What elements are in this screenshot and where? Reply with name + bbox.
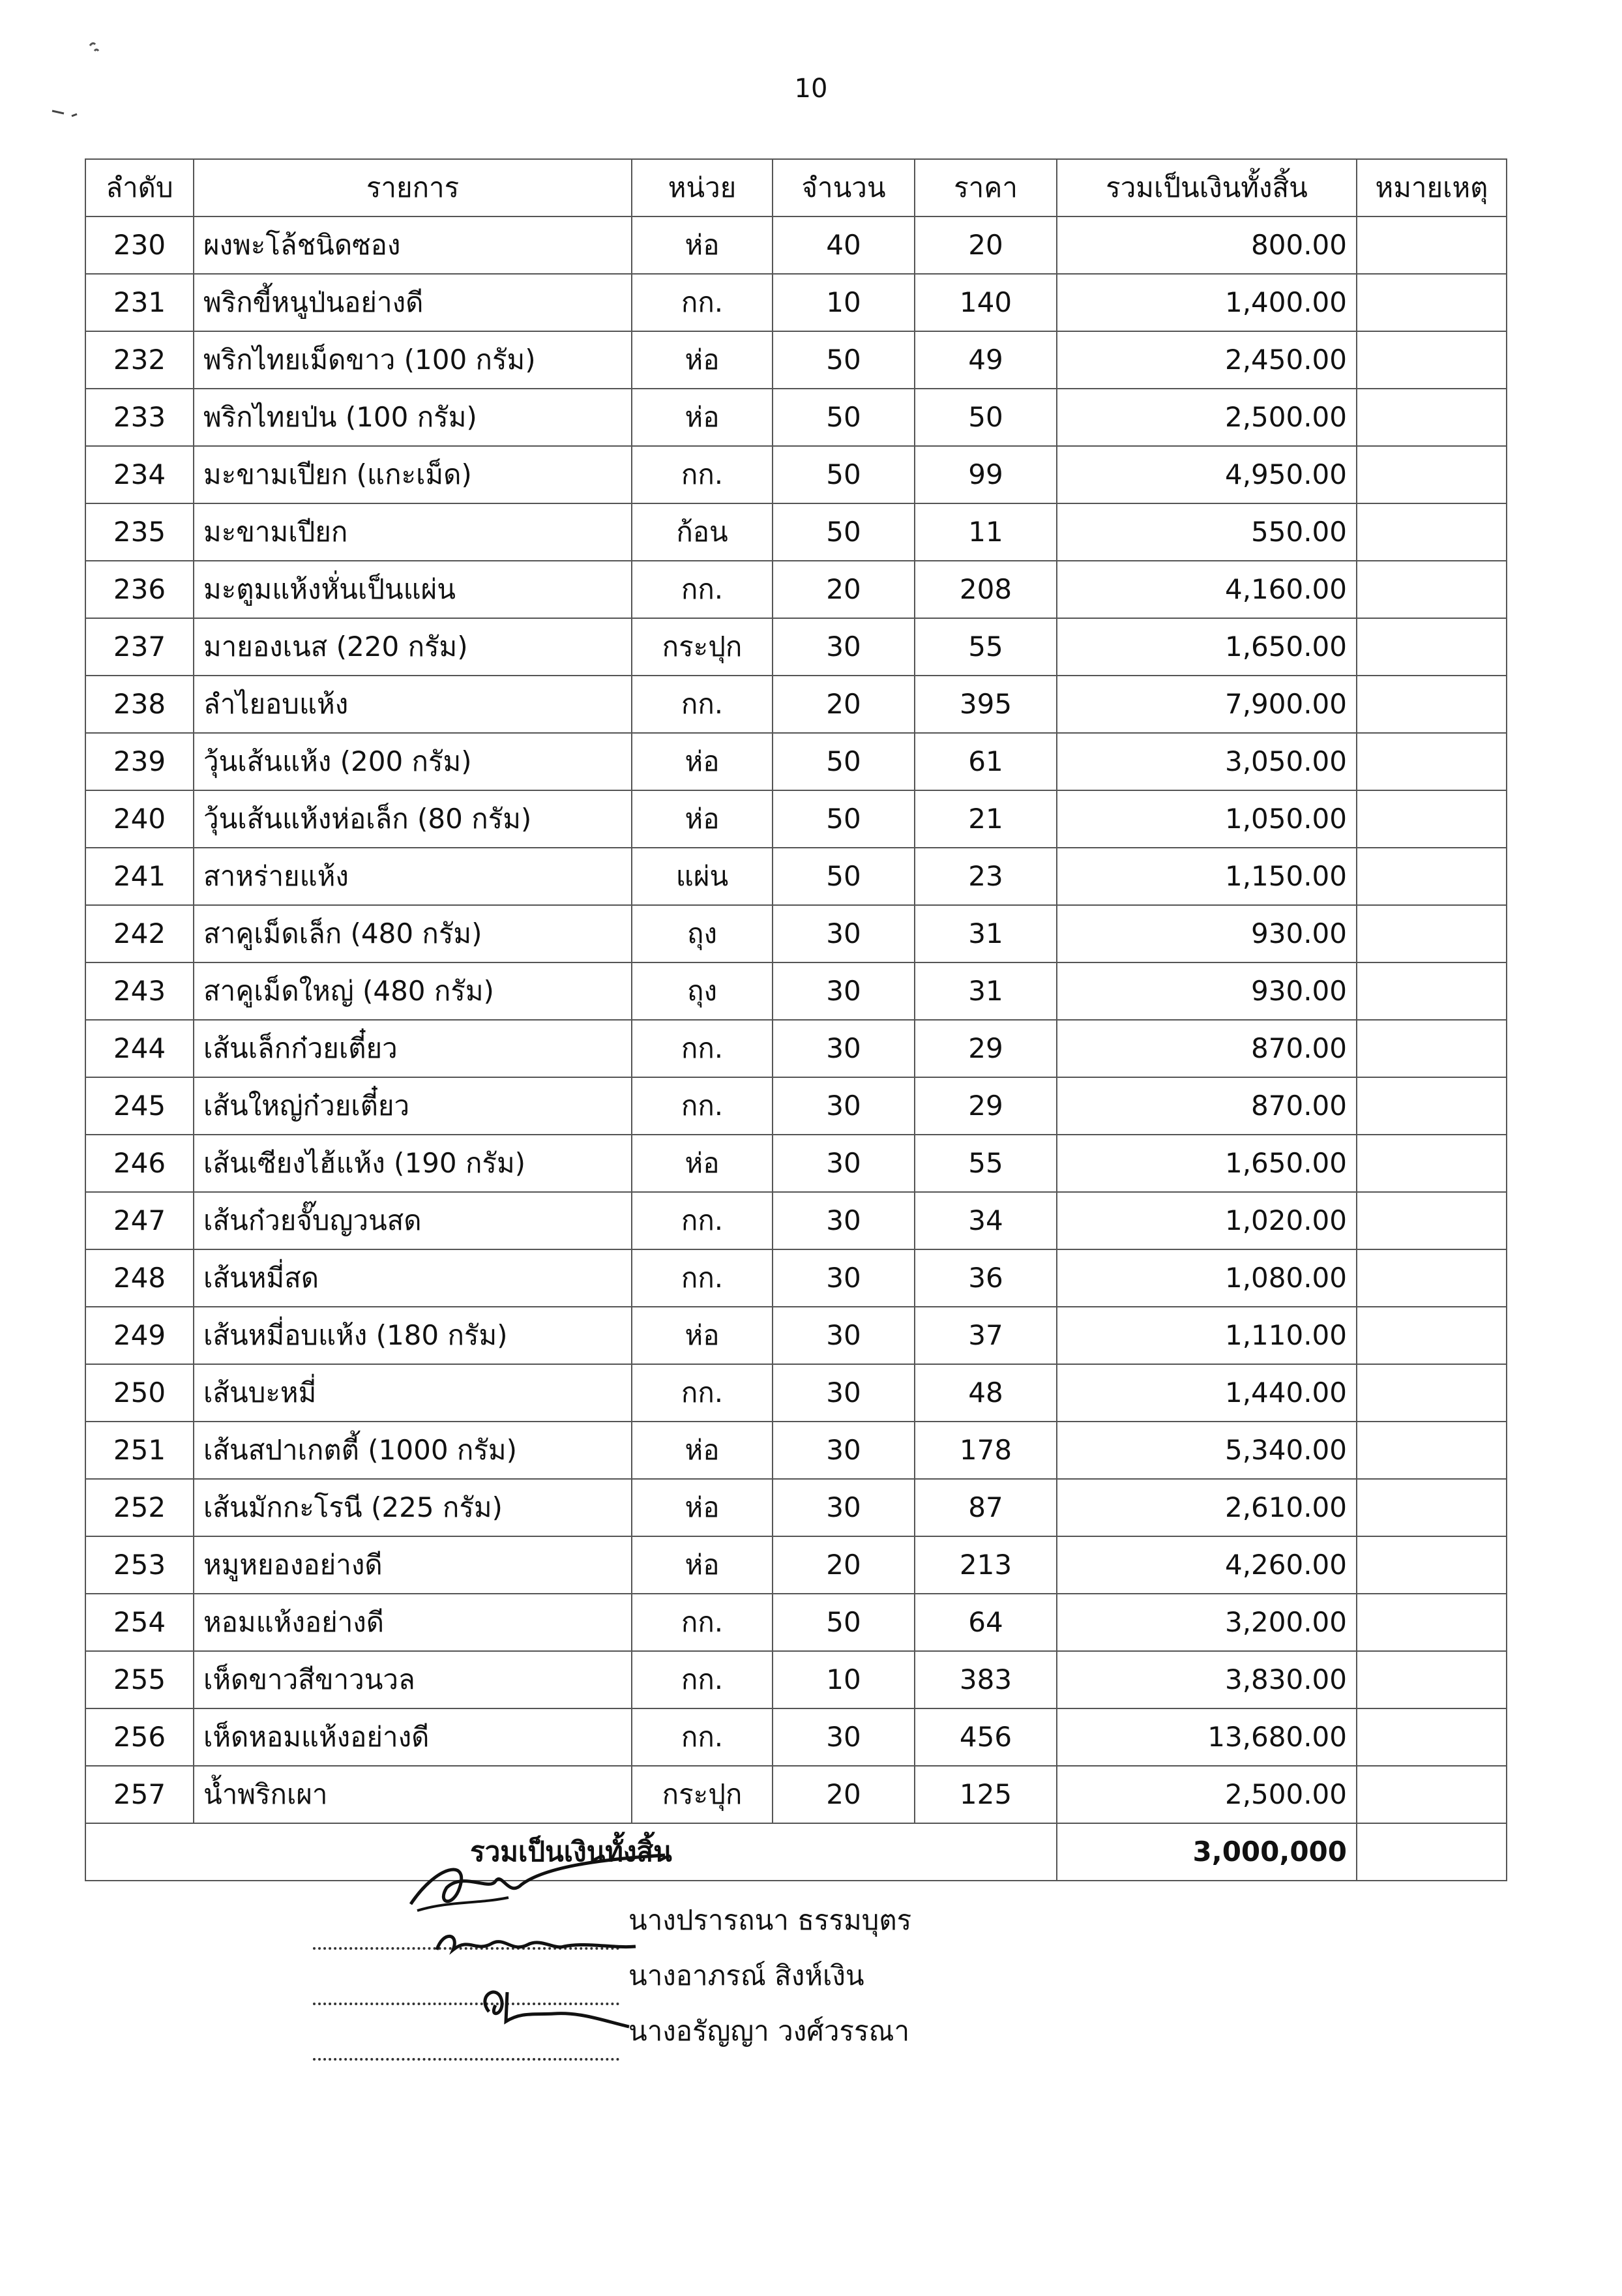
cell-total: 3,200.00 <box>1057 1594 1357 1651</box>
cell-price: 49 <box>915 331 1057 389</box>
cell-remark <box>1357 676 1507 733</box>
cell-price: 55 <box>915 1135 1057 1192</box>
header-remark: หมายเหตุ <box>1357 159 1507 216</box>
cell-no: 234 <box>85 446 194 503</box>
cell-price: 31 <box>915 905 1057 962</box>
cell-unit: กก. <box>632 1708 773 1766</box>
cell-no: 247 <box>85 1192 194 1249</box>
cell-item-name: ผงพะโล้ชนิดซอง <box>194 216 632 274</box>
cell-quantity: 40 <box>773 216 915 274</box>
cell-no: 250 <box>85 1364 194 1422</box>
cell-total: 2,500.00 <box>1057 1766 1357 1823</box>
signatory-name-2: นางอาภรณ์ สิงห์เงิน <box>628 1960 864 1991</box>
cell-remark <box>1357 389 1507 446</box>
cell-item-name: เส้นหมี่สด <box>194 1249 632 1307</box>
cell-unit: กก. <box>632 1651 773 1708</box>
cell-price: 29 <box>915 1020 1057 1077</box>
cell-remark <box>1357 790 1507 848</box>
table-header-row <box>85 159 1507 216</box>
cell-unit: ห่อ <box>632 1536 773 1594</box>
cell-no: 245 <box>85 1077 194 1135</box>
cell-unit: กก. <box>632 1020 773 1077</box>
cell-price: 208 <box>915 561 1057 618</box>
cell-no: 241 <box>85 848 194 905</box>
cell-unit: ห่อ <box>632 1479 773 1536</box>
cell-remark <box>1357 1479 1507 1536</box>
cell-item-name: หอมแห้งอย่างดี <box>194 1594 632 1651</box>
cell-price: 37 <box>915 1307 1057 1364</box>
cell-price: 395 <box>915 676 1057 733</box>
cell-quantity: 20 <box>773 1536 915 1594</box>
cell-remark <box>1357 1249 1507 1307</box>
cell-price: 213 <box>915 1536 1057 1594</box>
cell-remark <box>1357 1766 1507 1823</box>
cell-item-name: เห็ดขาวสีขาวนวล <box>194 1651 632 1708</box>
table-row <box>85 389 1507 446</box>
cell-unit: ห่อ <box>632 1135 773 1192</box>
signatory-name-3: นางอรัญญา วงศ์วรรณา <box>628 2015 910 2047</box>
cell-no: 235 <box>85 503 194 561</box>
cell-item-name: เส้นเล็กก๋วยเตี๋ยว <box>194 1020 632 1077</box>
cell-total: 1,650.00 <box>1057 1135 1357 1192</box>
cell-price: 456 <box>915 1708 1057 1766</box>
cell-unit: ถุง <box>632 962 773 1020</box>
table-row <box>85 1020 1507 1077</box>
cell-total: 13,680.00 <box>1057 1708 1357 1766</box>
cell-remark <box>1357 503 1507 561</box>
cell-quantity: 20 <box>773 561 915 618</box>
cell-total: 1,080.00 <box>1057 1249 1357 1307</box>
cell-total: 3,050.00 <box>1057 733 1357 790</box>
cell-total: 870.00 <box>1057 1020 1357 1077</box>
cell-remark <box>1357 331 1507 389</box>
table-row <box>85 1536 1507 1594</box>
cell-quantity: 30 <box>773 618 915 676</box>
grand-total-label: รวมเป็นเงินทั้งสิ้น <box>85 1823 1057 1881</box>
cell-unit: ห่อ <box>632 389 773 446</box>
cell-no: 256 <box>85 1708 194 1766</box>
cell-price: 140 <box>915 274 1057 331</box>
table-row <box>85 274 1507 331</box>
table-row <box>85 1766 1507 1823</box>
table-row <box>85 790 1507 848</box>
cell-remark <box>1357 733 1507 790</box>
cell-price: 20 <box>915 216 1057 274</box>
cell-remark <box>1357 1364 1507 1422</box>
cell-price: 61 <box>915 733 1057 790</box>
cell-no: 253 <box>85 1536 194 1594</box>
cell-no: 233 <box>85 389 194 446</box>
table-row <box>85 1135 1507 1192</box>
cell-total: 3,830.00 <box>1057 1651 1357 1708</box>
table-row <box>85 1422 1507 1479</box>
table-row <box>85 503 1507 561</box>
cell-price: 50 <box>915 389 1057 446</box>
cell-quantity: 30 <box>773 905 915 962</box>
header-price: ราคา <box>915 159 1057 216</box>
cell-remark <box>1357 1594 1507 1651</box>
cell-total: 1,650.00 <box>1057 618 1357 676</box>
scan-mark-icon <box>46 39 124 130</box>
table-row <box>85 1307 1507 1364</box>
cell-remark <box>1357 1077 1507 1135</box>
grand-total-remark <box>1357 1823 1507 1881</box>
cell-unit: กก. <box>632 561 773 618</box>
items-table <box>85 158 1507 1881</box>
cell-quantity: 20 <box>773 676 915 733</box>
header-no: ลำดับ <box>85 159 194 216</box>
cell-no: 254 <box>85 1594 194 1651</box>
table-row <box>85 1651 1507 1708</box>
cell-unit: กก. <box>632 1192 773 1249</box>
cell-no: 243 <box>85 962 194 1020</box>
cell-unit: ห่อ <box>632 331 773 389</box>
cell-price: 36 <box>915 1249 1057 1307</box>
cell-total: 1,440.00 <box>1057 1364 1357 1422</box>
cell-unit: กก. <box>632 446 773 503</box>
cell-price: 48 <box>915 1364 1057 1422</box>
cell-total: 550.00 <box>1057 503 1357 561</box>
cell-quantity: 50 <box>773 848 915 905</box>
table-row <box>85 905 1507 962</box>
cell-remark <box>1357 962 1507 1020</box>
cell-unit: แผ่น <box>632 848 773 905</box>
cell-quantity: 50 <box>773 446 915 503</box>
cell-remark <box>1357 1192 1507 1249</box>
cell-item-name: สาคูเม็ดเล็ก (480 กรัม) <box>194 905 632 962</box>
cell-quantity: 30 <box>773 1422 915 1479</box>
cell-remark <box>1357 561 1507 618</box>
cell-unit: ห่อ <box>632 216 773 274</box>
cell-no: 255 <box>85 1651 194 1708</box>
cell-total: 800.00 <box>1057 216 1357 274</box>
table-row <box>85 1479 1507 1536</box>
cell-unit: กระปุก <box>632 1766 773 1823</box>
cell-unit: กก. <box>632 1077 773 1135</box>
cell-total: 7,900.00 <box>1057 676 1357 733</box>
cell-item-name: พริกไทยป่น (100 กรัม) <box>194 389 632 446</box>
header-quantity: จำนวน <box>773 159 915 216</box>
signature-block <box>313 1852 1226 2100</box>
cell-unit: กก. <box>632 676 773 733</box>
table-row <box>85 446 1507 503</box>
table-row <box>85 216 1507 274</box>
signatory-3 <box>313 2002 909 2061</box>
cell-total: 870.00 <box>1057 1077 1357 1135</box>
cell-remark <box>1357 274 1507 331</box>
cell-total: 2,500.00 <box>1057 389 1357 446</box>
cell-quantity: 20 <box>773 1766 915 1823</box>
header-total: รวมเป็นเงินทั้งสิ้น <box>1057 159 1357 216</box>
cell-no: 232 <box>85 331 194 389</box>
table-row <box>85 618 1507 676</box>
cell-quantity: 30 <box>773 1708 915 1766</box>
cell-quantity: 30 <box>773 1364 915 1422</box>
cell-no: 246 <box>85 1135 194 1192</box>
cell-no: 242 <box>85 905 194 962</box>
table-row <box>85 1708 1507 1766</box>
table-row <box>85 848 1507 905</box>
cell-no: 248 <box>85 1249 194 1307</box>
cell-quantity: 50 <box>773 790 915 848</box>
cell-total: 2,610.00 <box>1057 1479 1357 1536</box>
cell-item-name: เส้นสปาเกตตี้ (1000 กรัม) <box>194 1422 632 1479</box>
cell-item-name: มะตูมแห้งหั่นเป็นแผ่น <box>194 561 632 618</box>
grand-total-value: 3,000,000 <box>1057 1823 1357 1881</box>
cell-price: 55 <box>915 618 1057 676</box>
cell-item-name: เส้นบะหมี่ <box>194 1364 632 1422</box>
cell-quantity: 30 <box>773 1020 915 1077</box>
cell-item-name: เส้นมักกะโรนี (225 กรัม) <box>194 1479 632 1536</box>
cell-unit: ห่อ <box>632 1422 773 1479</box>
cell-remark <box>1357 1708 1507 1766</box>
table-row <box>85 561 1507 618</box>
cell-item-name: สาหร่ายแห้ง <box>194 848 632 905</box>
cell-price: 23 <box>915 848 1057 905</box>
cell-total: 930.00 <box>1057 962 1357 1020</box>
cell-price: 21 <box>915 790 1057 848</box>
cell-item-name: สาคูเม็ดใหญ่ (480 กรัม) <box>194 962 632 1020</box>
cell-item-name: วุ้นเส้นแห้งห่อเล็ก (80 กรัม) <box>194 790 632 848</box>
cell-no: 239 <box>85 733 194 790</box>
cell-remark <box>1357 1422 1507 1479</box>
cell-no: 244 <box>85 1020 194 1077</box>
cell-price: 178 <box>915 1422 1057 1479</box>
cell-no: 238 <box>85 676 194 733</box>
cell-remark <box>1357 1536 1507 1594</box>
cell-price: 29 <box>915 1077 1057 1135</box>
cell-no: 257 <box>85 1766 194 1823</box>
cell-unit: กก. <box>632 1594 773 1651</box>
cell-quantity: 30 <box>773 1077 915 1135</box>
cell-item-name: เห็ดหอมแห้งอย่างดี <box>194 1708 632 1766</box>
cell-no: 230 <box>85 216 194 274</box>
cell-price: 125 <box>915 1766 1057 1823</box>
table-row <box>85 1364 1507 1422</box>
table-body <box>85 216 1507 1823</box>
cell-quantity: 30 <box>773 1479 915 1536</box>
cell-quantity: 10 <box>773 274 915 331</box>
table-row <box>85 1077 1507 1135</box>
cell-item-name: เส้นก๋วยจั๊บญวนสด <box>194 1192 632 1249</box>
table-row <box>85 331 1507 389</box>
cell-unit: กก. <box>632 1364 773 1422</box>
cell-unit: ก้อน <box>632 503 773 561</box>
table-row <box>85 1192 1507 1249</box>
cell-quantity: 30 <box>773 1192 915 1249</box>
cell-remark <box>1357 618 1507 676</box>
cell-total: 4,160.00 <box>1057 561 1357 618</box>
cell-item-name: มายองเนส (220 กรัม) <box>194 618 632 676</box>
cell-no: 237 <box>85 618 194 676</box>
cell-item-name: มะขามเปียก <box>194 503 632 561</box>
cell-item-name: เส้นหมี่อบแห้ง (180 กรัม) <box>194 1307 632 1364</box>
cell-unit: ถุง <box>632 905 773 962</box>
cell-quantity: 10 <box>773 1651 915 1708</box>
cell-item-name: ลำไยอบแห้ง <box>194 676 632 733</box>
cell-no: 249 <box>85 1307 194 1364</box>
signatory-name-1: นางปรารถนา ธรรมบุตร <box>628 1904 912 1936</box>
table-row <box>85 962 1507 1020</box>
cell-total: 4,950.00 <box>1057 446 1357 503</box>
cell-no: 251 <box>85 1422 194 1479</box>
cell-total: 1,150.00 <box>1057 848 1357 905</box>
cell-total: 930.00 <box>1057 905 1357 962</box>
cell-quantity: 30 <box>773 1249 915 1307</box>
cell-remark <box>1357 216 1507 274</box>
cell-price: 11 <box>915 503 1057 561</box>
cell-no: 240 <box>85 790 194 848</box>
cell-price: 34 <box>915 1192 1057 1249</box>
cell-price: 383 <box>915 1651 1057 1708</box>
cell-remark <box>1357 1307 1507 1364</box>
cell-item-name: เส้นเซียงไฮ้แห้ง (190 กรัม) <box>194 1135 632 1192</box>
cell-quantity: 50 <box>773 331 915 389</box>
cell-remark <box>1357 1135 1507 1192</box>
cell-no: 252 <box>85 1479 194 1536</box>
cell-quantity: 30 <box>773 962 915 1020</box>
page-number: 10 <box>794 74 828 104</box>
cell-total: 4,260.00 <box>1057 1536 1357 1594</box>
cell-item-name: พริกไทยเม็ดขาว (100 กรัม) <box>194 331 632 389</box>
cell-item-name: วุ้นเส้นแห้ง (200 กรัม) <box>194 733 632 790</box>
cell-remark <box>1357 1651 1507 1708</box>
cell-total: 1,110.00 <box>1057 1307 1357 1364</box>
cell-unit: ห่อ <box>632 790 773 848</box>
cell-quantity: 50 <box>773 389 915 446</box>
cell-total: 1,400.00 <box>1057 274 1357 331</box>
cell-price: 99 <box>915 446 1057 503</box>
cell-price: 64 <box>915 1594 1057 1651</box>
table-row <box>85 1249 1507 1307</box>
cell-remark <box>1357 1020 1507 1077</box>
table-row <box>85 676 1507 733</box>
cell-no: 236 <box>85 561 194 618</box>
cell-total: 2,450.00 <box>1057 331 1357 389</box>
cell-unit: กก. <box>632 1249 773 1307</box>
cell-price: 87 <box>915 1479 1057 1536</box>
cell-remark <box>1357 848 1507 905</box>
header-unit: หน่วย <box>632 159 773 216</box>
cell-item-name: น้ำพริกเผา <box>194 1766 632 1823</box>
cell-no: 231 <box>85 274 194 331</box>
cell-unit: ห่อ <box>632 1307 773 1364</box>
cell-remark <box>1357 905 1507 962</box>
cell-quantity: 50 <box>773 1594 915 1651</box>
cell-quantity: 30 <box>773 1135 915 1192</box>
cell-remark <box>1357 446 1507 503</box>
cell-quantity: 50 <box>773 733 915 790</box>
signature-line-3 <box>313 2019 619 2061</box>
cell-quantity: 50 <box>773 503 915 561</box>
cell-item-name: พริกขี้หนูป่นอย่างดี <box>194 274 632 331</box>
cell-item-name: หมูหยองอย่างดี <box>194 1536 632 1594</box>
cell-unit: กระปุก <box>632 618 773 676</box>
cell-unit: ห่อ <box>632 733 773 790</box>
cell-quantity: 30 <box>773 1307 915 1364</box>
cell-unit: กก. <box>632 274 773 331</box>
table-row <box>85 733 1507 790</box>
header-item: รายการ <box>194 159 632 216</box>
table-row <box>85 1594 1507 1651</box>
cell-item-name: เส้นใหญ่ก๋วยเตี๋ยว <box>194 1077 632 1135</box>
cell-total: 1,050.00 <box>1057 790 1357 848</box>
cell-price: 31 <box>915 962 1057 1020</box>
cell-total: 5,340.00 <box>1057 1422 1357 1479</box>
cell-item-name: มะขามเปียก (แกะเม็ด) <box>194 446 632 503</box>
cell-total: 1,020.00 <box>1057 1192 1357 1249</box>
